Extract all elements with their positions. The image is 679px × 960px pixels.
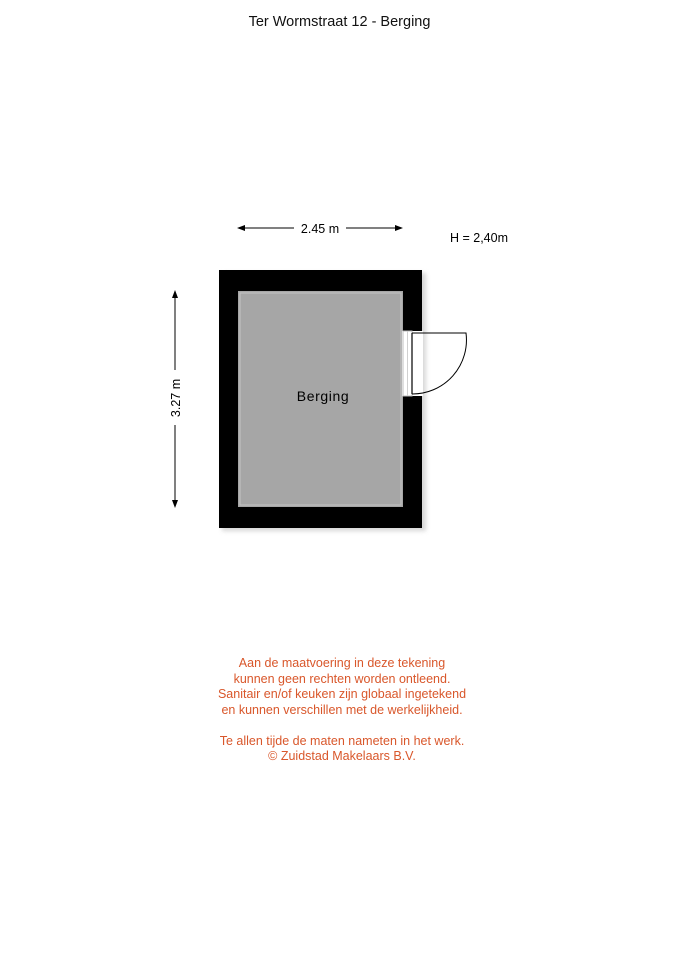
disclaimer-line: en kunnen verschillen met de werkelijkheid. [221, 702, 463, 717]
arrow-down-icon [172, 500, 178, 508]
disclaimer [0, 656, 679, 765]
arrow-up-icon [172, 290, 178, 298]
width-dimension [237, 222, 403, 236]
width-label: 2.45 m [300, 222, 340, 236]
depth-label: 3.27 m [169, 378, 183, 418]
arrow-left-icon [237, 225, 245, 231]
room-label-berging: Berging [296, 388, 350, 404]
door [402, 331, 466, 396]
disclaimer-line: kunnen geen rechten worden ontleend. [233, 671, 451, 686]
disclaimer-line: Aan de maatvoering in deze tekening [238, 656, 446, 670]
disclaimer-line: Te allen tijde de maten nameten in het werk. [219, 733, 465, 748]
page-title: Ter Wormstraat 12 - Berging [248, 14, 431, 30]
copyright: © Zuidstad Makelaars B.V. [268, 749, 416, 763]
depth-dimension [169, 290, 183, 508]
ceiling-height-label: H = 2,40m [449, 231, 509, 245]
disclaimer-line: Sanitair en/of keuken zijn globaal ingetekend [217, 687, 467, 701]
arrow-right-icon [395, 225, 403, 231]
